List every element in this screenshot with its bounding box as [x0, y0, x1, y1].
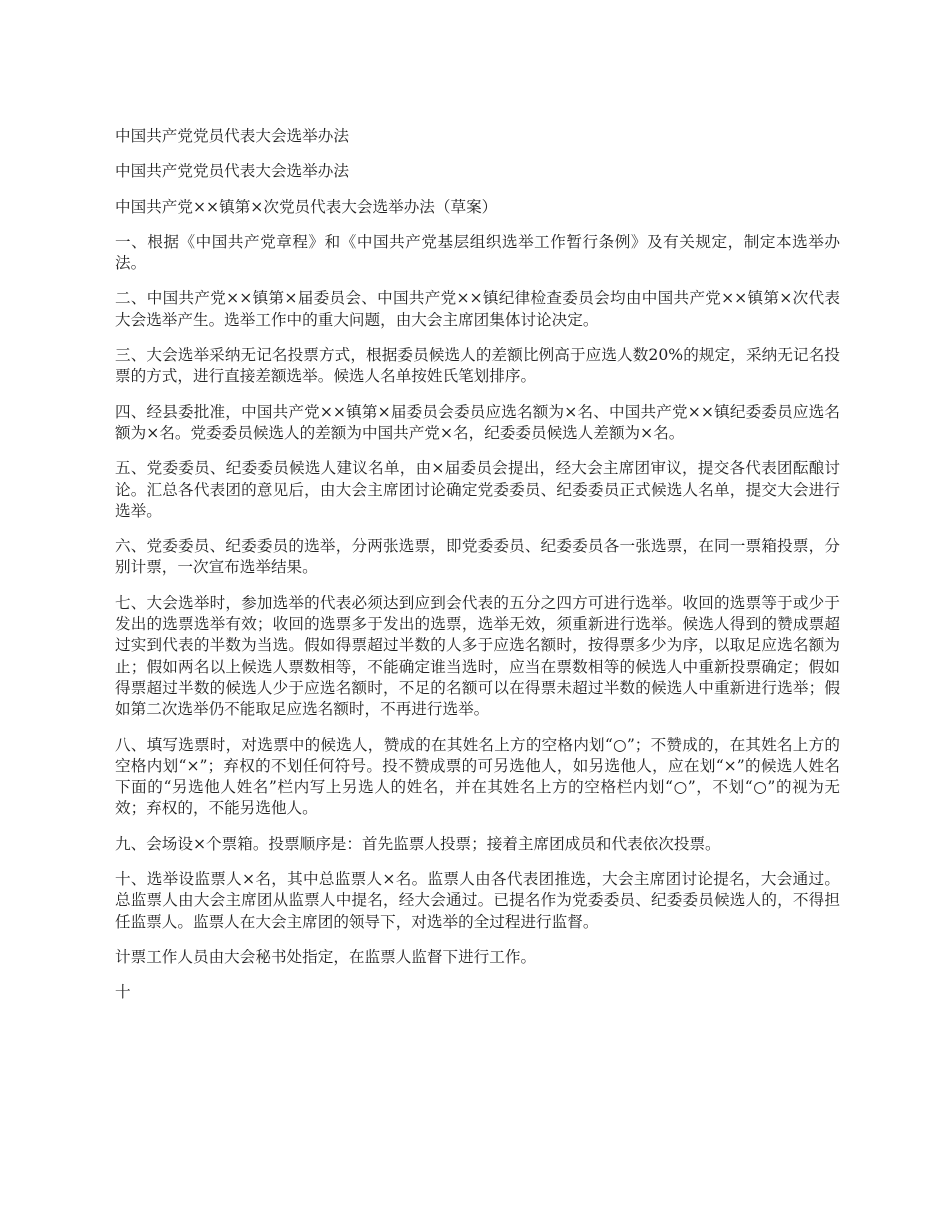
- document-body: [115, 126, 840, 1018]
- paragraph-article-9: 九、会场设×个票箱。投票顺序是：首先监票人投票；接着主席团成员和代表依次投票。: [115, 834, 721, 853]
- document-subtitle: 中国共产党党员代表大会选举办法: [115, 162, 349, 181]
- document-title: 中国共产党党员代表大会选举办法: [115, 127, 349, 145]
- paragraph-article-5: 五、党委委员、纪委委员候选人建议名单，由×届委员会提出，经大会主席团审议，提交各代表团酝酿讨论。汇总各代表团的意见后，由大会主席团讨论确定党委委员、纪委委员正式候选人名单，提交大会进行选举。: [115, 459, 840, 520]
- paragraph-article-10: 十、选举设监票人×名，其中总监票人×名。监票人由各代表团推选，大会主席团讨论提名，大会通过。总监票人由大会主席团从监票人中提名，经大会通过。已提名作为党委委员、纪委委员候选人的，不得担任监票人。监票人在大会主席团的领导下，对选举的全过程进行监督。: [115, 870, 840, 931]
- paragraph-article-6: 六、党委委员、纪委委员的选举，分两张选票，即党委委员、纪委委员各一张选票，在同一票箱投票，分别计票，一次宣布选举结果。: [115, 537, 840, 577]
- paragraph-article-7: 七、大会选举时，参加选举的代表必须达到应到会代表的五分之四方可进行选举。收回的选票等于或少于发出的选票选举有效；收回的选票多于发出的选票，选举无效，须重新进行选举。候选人得到的赞成票超过实到代表的半数为当选。假如得票超过半数的人多于应选名额时，按得票多少为序，以取足应选名额为止；假如两名以上候选人票数相等，不能确定谁当选时，应当在票数相等的候选人中重新投票确定；假如得票超过半数的候选人少于应选名额时，不足的名额可以在得票未超过半数的候选人中重新进行选举；假如第二次选举仍不能取足应选名额时，不再进行选举。: [115, 593, 840, 719]
- document-draft-title: 中国共产党××镇第×次党员代表大会选举办法（草案）: [115, 197, 498, 216]
- paragraph-article-1: 一、根据《中国共产党章程》和《中国共产党基层组织选举工作暂行条例》及有关规定，制定本选举办法。: [115, 232, 840, 273]
- paragraph-article-11-start: 十: [115, 983, 131, 1002]
- paragraph-article-3: 三、大会选举采纳无记名投票方式，根据委员候选人的差额比例高于应选人数20%的规定，采纳无记名投票的方式，进行直接差额选举。候选人名单按姓氏笔划排序。: [115, 346, 840, 386]
- paragraph-article-4: 四、经县委批准，中国共产党××镇第×届委员会委员应选名额为×名、中国共产党××镇纪委委员应选名额为×名。党委委员候选人的差额为中国共产党×名，纪委委员候选人差额为×名。: [115, 402, 840, 442]
- paragraph-article-2: 二、中国共产党××镇第×届委员会、中国共产党××镇纪律检查委员会均由中国共产党××镇第×次代表大会选举产生。选举工作中的重大问题，由大会主席团集体讨论决定。: [115, 289, 840, 329]
- paragraph-vote-counting: 计票工作人员由大会秘书处指定，在监票人监督下进行工作。: [115, 947, 537, 966]
- paragraph-article-8: 八、填写选票时，对选票中的候选人，赞成的在其姓名上方的空格内划“○”；不赞成的，在其姓名上方的空格内划“×”；弃权的不划任何符号。投不赞成票的可另选他人，如另选他人，应在划“×”的候选人姓名下面的“另选他人姓名”栏内写上另选人的姓名，并在其姓名上方的空格栏内划“○”，不划“○”的视为无效；弃权的，不能另选他人。: [115, 735, 840, 818]
